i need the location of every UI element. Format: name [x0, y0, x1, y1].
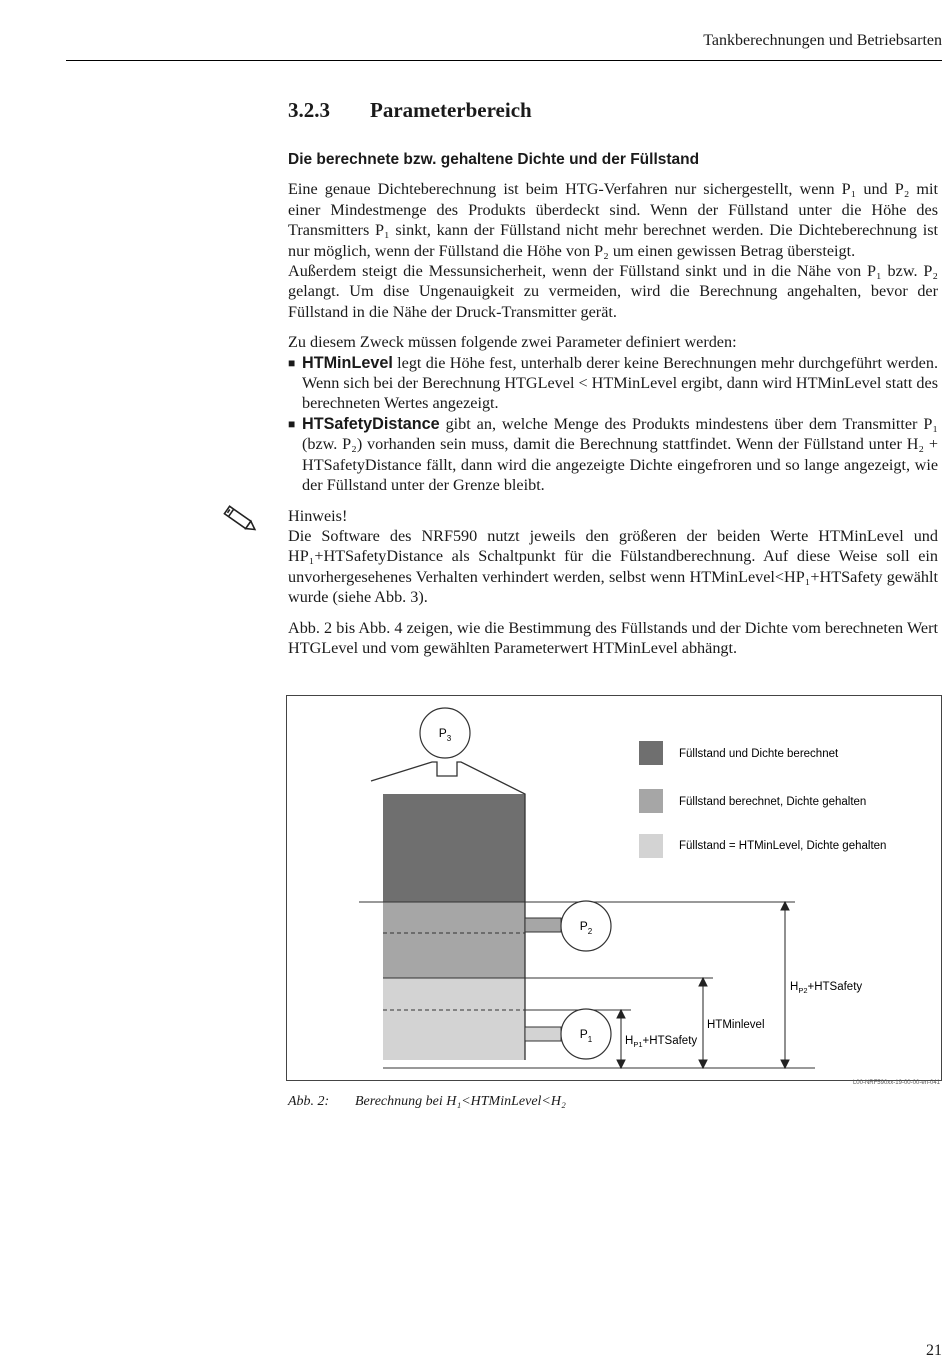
term-htsafetydistance: HTSafetyDistance	[302, 414, 440, 433]
paragraph-figures: Abb. 2 bis Abb. 4 zeigen, wie die Bestimmung des Füllstands und der Dichte vom berechneten Wert HTGLevel und vom gewählten Parameterwert HTMinLevel abhängt.	[288, 618, 938, 657]
page-number: 21	[926, 1342, 942, 1359]
note-block	[288, 506, 938, 608]
p3-label: $P_3$	[438, 726, 452, 743]
tank-diagram	[287, 696, 941, 1080]
running-header: Tankberechnungen und Betriebsarten	[703, 32, 942, 49]
p1-nozzle	[525, 1027, 561, 1041]
paragraph-1-a: Eine genaue Dichteberechnung ist beim HTG-Verfahren nur sichergestellt, wenn P₁ und P₂ mit einer Mindestmenge des Produkts überdeckt sind. Wenn der Füllstand unter die Höhe des Transmitters P₁ sinkt, kann der Füllstand nicht mehr berechnet werden. Die Dichteberechnung ist nur möglich, wenn der Füllstand die Höhe von P₂ um einen gewissen Betrag übersteigt.	[288, 180, 938, 260]
pencil-note-icon	[218, 502, 260, 536]
section-number: 3.2.3	[288, 98, 330, 122]
band-minlevel	[383, 978, 525, 1060]
header-rule	[66, 60, 942, 61]
legend-label-minlevel: Füllstand = HTMinLevel, Dichte gehalten	[679, 840, 887, 852]
parameter-list	[288, 353, 938, 496]
section-heading	[288, 98, 532, 123]
figure-frame	[286, 695, 942, 1081]
arrow-down-icon	[617, 1060, 625, 1068]
list-item	[288, 353, 938, 414]
list-item-text: gibt an, welche Menge des Produkts mindestens über dem Transmitter P₁ (bzw. P₂) vorhanden sein muss, damit die Berechnung stattfindet. Wenn der Füllstand unter H₂ + HTSafetyDistance fällt, dann wird die angezeigte Dichte eingefroren und so lange angezeigt, wie der Füllstand unter der Grenze bleibt.	[302, 414, 938, 495]
subheading: Die berechnete bzw. gehaltene Dichte und der Füllstand	[288, 151, 700, 168]
paragraph-1-b: Außerdem steigt die Messunsicherheit, wenn der Füllstand sinkt und in die Nähe von P₁ bzw. P₂ gelangt. Um dise Ungenauigkeit zu vermeiden, wird die Berechnung angehalten, bevor der Füllstand in die Nähe der Druck-Transmitter gerät.	[288, 262, 938, 321]
band-density-held	[383, 902, 525, 978]
legend-swatch-density-held	[639, 789, 663, 813]
legend-swatch-minlevel	[639, 834, 663, 858]
note-text: Die Software des NRF590 nutzt jeweils den größeren der beiden Werte HTMinLevel und HP₁+HTSafetyDistance als Schaltpunkt für die Fülstandberechnung. Auf diese Weise soll ein unvorhergesehenes Verhalten verhindert werden, selbst wenn HTMinLevel<HP₁+HTSafety gewählt wurde (siehe Abb. 3).	[288, 526, 938, 607]
body-text	[288, 150, 938, 668]
p2-label: $P_2$	[579, 919, 593, 936]
arrow-up-icon	[617, 1010, 625, 1018]
paragraph-intro: Zu diesem Zweck müssen folgende zwei Parameter definiert werden:	[288, 333, 737, 352]
p2-nozzle	[525, 918, 561, 932]
legend-label-calculated: Füllstand und Dichte berechnet	[679, 748, 839, 760]
arrow-down-icon	[781, 1060, 789, 1068]
hp2-safety-label: $H_{P2}+HTSafety$	[790, 981, 863, 995]
arrow-up-icon	[699, 978, 707, 986]
legend	[639, 741, 886, 858]
legend-swatch-calculated	[639, 741, 663, 765]
arrow-up-icon	[781, 902, 789, 910]
section-title: Parameterbereich	[370, 98, 532, 122]
band-calculated	[383, 794, 525, 902]
hp1-safety-label: $H_{P1}+HTSafety$	[625, 1035, 698, 1049]
bullet-icon: ■	[288, 355, 296, 370]
figure-caption	[288, 1094, 566, 1110]
caption-label: Abb. 2:	[288, 1094, 330, 1109]
bullet-icon: ■	[288, 416, 296, 431]
paragraph-1	[288, 179, 938, 322]
caption-text: Berechnung bei H₁<HTMinLevel<H₂	[355, 1094, 566, 1109]
list-item-text: legt die Höhe fest, unterhalb derer keine Berechnungen mehr durchgeführt werden. Wenn sich bei der Berechnung HTGLevel < HTMinLevel ergibt, dann wird HTMinLevel statt des berechneten Wertes angezeigt.	[302, 353, 938, 413]
term-htminlevel: HTMinLevel	[302, 353, 393, 372]
htminlevel-label: HTMinlevel	[707, 1019, 765, 1031]
arrow-down-icon	[699, 1060, 707, 1068]
p1-label: $P_1$	[579, 1027, 593, 1044]
note-title: Hinweis!	[288, 506, 348, 525]
list-item	[288, 414, 938, 496]
legend-label-density-held: Füllstand berechnet, Dichte gehalten	[679, 796, 867, 808]
figure-id: L00-NRF590xx-19-00-00-en-041	[852, 1080, 940, 1086]
